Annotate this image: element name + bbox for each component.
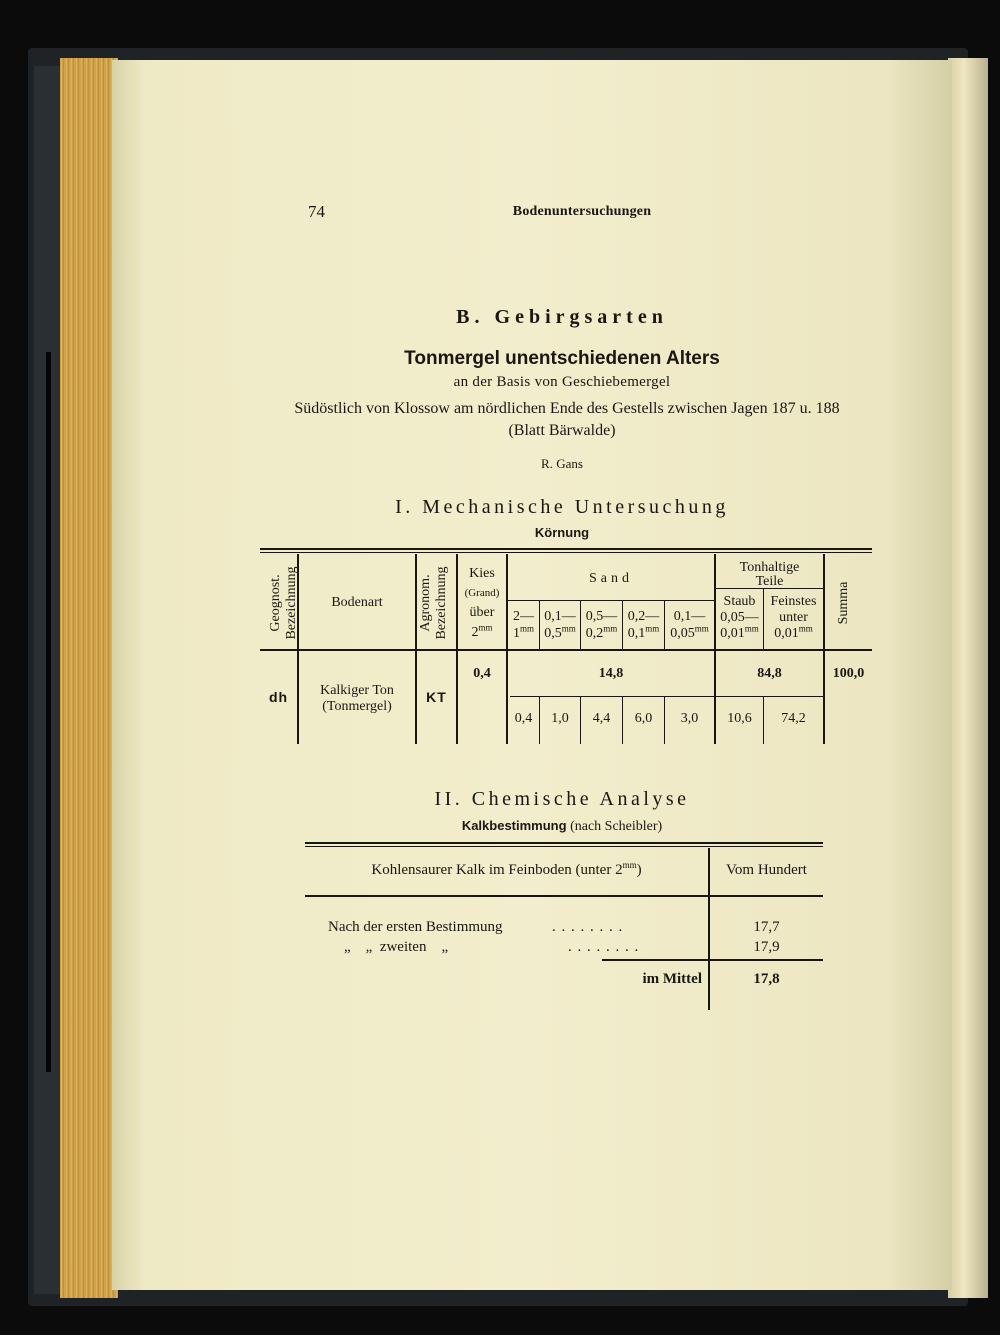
header-sand-col-2-bottom: $0,5^{mm}$	[544, 623, 576, 641]
location-line-1: Südöstlich von Klossow am nördlichen Ende des Gestells zwischen Jagen 187 u. 188	[294, 400, 840, 417]
row-geognost: dh	[268, 689, 289, 705]
chem-top-rule	[305, 842, 823, 844]
header-feinstes: Feinstes	[770, 594, 817, 609]
header-kies-ueber: über	[469, 605, 495, 620]
chem-col2-header: Vom Hundert	[726, 862, 807, 878]
header-sand-col-3-bottom: $0,2^{mm}$	[585, 623, 618, 641]
chem-mean-rule	[602, 959, 823, 961]
row-bodenart-1: Kalkiger Ton	[320, 683, 394, 698]
document-title: Tonmergel unentschiedenen Alters	[404, 348, 720, 369]
row-kies: 0,4	[473, 666, 491, 681]
page-number: 74	[308, 202, 325, 221]
row-summa: 100,0	[832, 666, 865, 681]
header-feinstes-size: $0,01^{mm}$	[774, 623, 813, 641]
row-sand-value-1: 0,4	[514, 711, 533, 726]
chem-row-2-dots: . . . . . . . .	[568, 939, 640, 955]
bookmark-edge	[46, 352, 51, 1072]
header-geognost-1: Geognost.	[268, 574, 283, 632]
facing-page-edge	[948, 58, 988, 1298]
chem-top-rule-2	[305, 846, 823, 847]
table-top-rule-2	[260, 552, 872, 553]
row-sand-value-3: 4,4	[592, 711, 611, 726]
chem-row-2-value: 17,9	[753, 939, 780, 955]
document-subtitle: an der Basis von Geschiebemergel	[453, 374, 671, 390]
chem-row-1-dots: . . . . . . . .	[552, 919, 624, 935]
book-page	[112, 60, 952, 1290]
header-sand-col-3-top: 0,5—	[585, 609, 618, 624]
row-sand-value-2: 1,0	[551, 711, 569, 726]
chemical-heading: II. Chemische Analyse	[434, 788, 690, 810]
header-summa: Summa	[836, 581, 851, 625]
chem-mean-value: 17,8	[753, 971, 780, 987]
row-agronom: KT	[426, 689, 447, 705]
table-top-rule	[260, 548, 872, 550]
header-kies: Kies	[469, 566, 495, 581]
row-staub: 10,6	[727, 711, 752, 726]
page-edges	[60, 58, 118, 1298]
table-header-rule	[260, 649, 872, 651]
ton-value-rule	[715, 696, 823, 697]
row-ton-total: 84,8	[757, 666, 782, 681]
header-sand-col-5-top: 0,1—	[673, 609, 706, 624]
kalk-heading	[312, 818, 812, 835]
header-sand-col-5-bottom: $0,05^{mm}$	[670, 623, 709, 641]
header-sand-col-4-top: 0,2—	[627, 609, 660, 624]
row-feinstes: 74,2	[781, 711, 806, 726]
header-staub-size: $0,01^{mm}$	[720, 623, 759, 641]
kalk-heading-bold: Kalkbestimmung	[461, 818, 567, 833]
koernung-heading: Körnung	[534, 525, 590, 540]
header-staub: Staub	[723, 594, 756, 609]
header-sand: Sand	[589, 571, 633, 586]
header-geognost-2: Bezeichnung	[284, 566, 299, 640]
header-tonhaltige: Tonhaltige	[739, 560, 800, 575]
kalk-heading-rest: (nach Scheibler)	[570, 819, 663, 834]
sand-value-rule	[510, 696, 714, 697]
header-sand-col-1-top: 2—	[513, 609, 534, 624]
header-teile: Teile	[755, 574, 784, 589]
header-staub-range: 0,05—	[720, 610, 759, 625]
chem-col1-header: Kohlensaurer Kalk im Feinboden (unter $2^{mm}$)	[371, 860, 642, 878]
header-agronom-1: Agronom.	[418, 574, 433, 632]
header-agronom-2: Bezeichnung	[434, 566, 449, 640]
col-rule-6	[823, 554, 825, 744]
mechanical-heading: I. Mechanische Untersuchung	[395, 496, 729, 518]
header-sand-col-4-bottom: $0,1^{mm}$	[627, 623, 660, 641]
row-bodenart-2: (Tonmergel)	[322, 699, 392, 714]
row-sand-value-5: 3,0	[680, 711, 699, 726]
col-rule-3	[456, 554, 458, 744]
row-sand-value-4: 6,0	[634, 711, 653, 726]
header-bodenart: Bodenart	[331, 595, 383, 610]
location-line-2: (Blatt Bärwalde)	[508, 422, 616, 439]
col-rule-2	[415, 554, 417, 744]
chem-mean-label: im Mittel	[642, 971, 702, 987]
chem-row-1-label: Nach der ersten Bestimmung	[328, 919, 503, 935]
row-sand-total: 14,8	[598, 666, 624, 681]
header-kies-grand: (Grand)	[464, 587, 500, 599]
header-feinstes-unter: unter	[779, 610, 808, 625]
author: R. Gans	[541, 456, 583, 471]
chem-row-1-value: 17,7	[753, 919, 780, 935]
section-title: B. Gebirgsarten	[456, 306, 668, 328]
chem-header-rule	[305, 895, 823, 897]
header-kies-size: $2^{mm}$	[471, 622, 493, 640]
running-head: Bodenuntersuchungen	[512, 204, 652, 219]
header-sand-col-1-bottom: $1^{mm}$	[512, 623, 534, 641]
header-sand-col-2-top: 0,1—	[544, 609, 576, 624]
chem-row-2-label: „ „ zweiten „	[344, 939, 449, 955]
